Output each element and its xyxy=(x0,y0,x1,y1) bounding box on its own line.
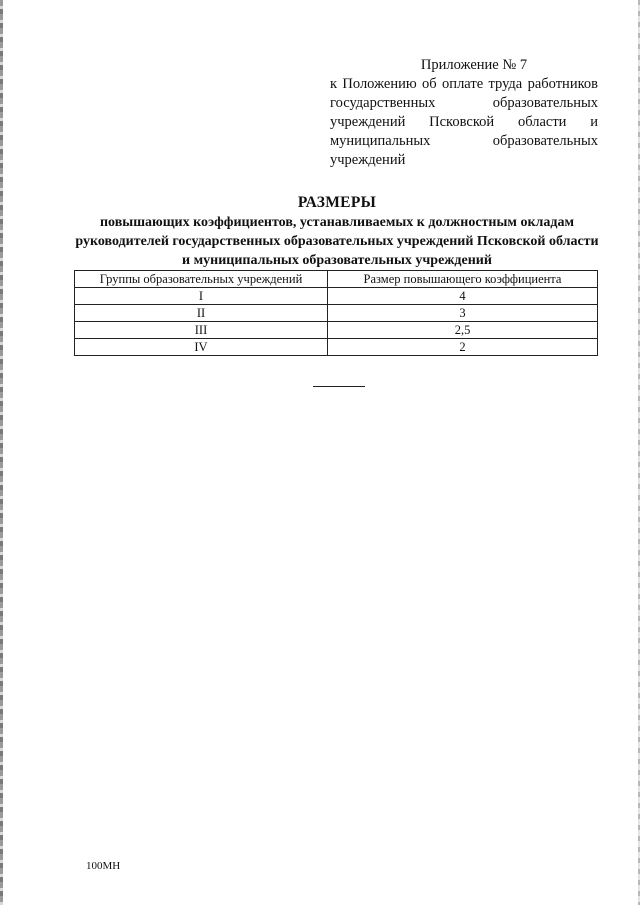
group-cell: IV xyxy=(75,339,328,356)
column-header-group: Группы образовательных учреждений xyxy=(75,271,328,288)
coefficient-table xyxy=(74,270,598,356)
table-row xyxy=(75,339,598,356)
appendix-text: к Положению об оплате труда работников государственных образовательных учреждений Псковской области и муниципальных образовательных учреждений xyxy=(330,76,598,168)
appendix-title: Приложение № 7 xyxy=(420,57,528,73)
group-cell: II xyxy=(75,305,328,322)
scan-edge-left xyxy=(0,0,3,905)
coefficient-cell: 2,5 xyxy=(328,322,598,339)
table-row xyxy=(75,322,598,339)
table-row xyxy=(75,305,598,322)
table-header-row xyxy=(75,271,598,288)
heading-title: РАЗМЕРЫ xyxy=(297,194,377,211)
document-heading xyxy=(74,193,600,270)
end-divider xyxy=(313,386,365,387)
coefficient-cell: 3 xyxy=(328,305,598,322)
heading-subtitle: повышающих коэффициентов, устанавливаемых к должностным окладам руководителей государственных образовательных учреждений Псковской области и муниципальных образовательных учреждений xyxy=(75,215,599,268)
table-row xyxy=(75,288,598,305)
group-cell: III xyxy=(75,322,328,339)
footer-code: 100МН xyxy=(86,860,121,872)
coefficient-cell: 2 xyxy=(328,339,598,356)
coefficient-cell: 4 xyxy=(328,288,598,305)
column-header-coefficient: Размер повышающего коэффициента xyxy=(328,271,598,288)
appendix-block xyxy=(330,56,598,170)
group-cell: I xyxy=(75,288,328,305)
